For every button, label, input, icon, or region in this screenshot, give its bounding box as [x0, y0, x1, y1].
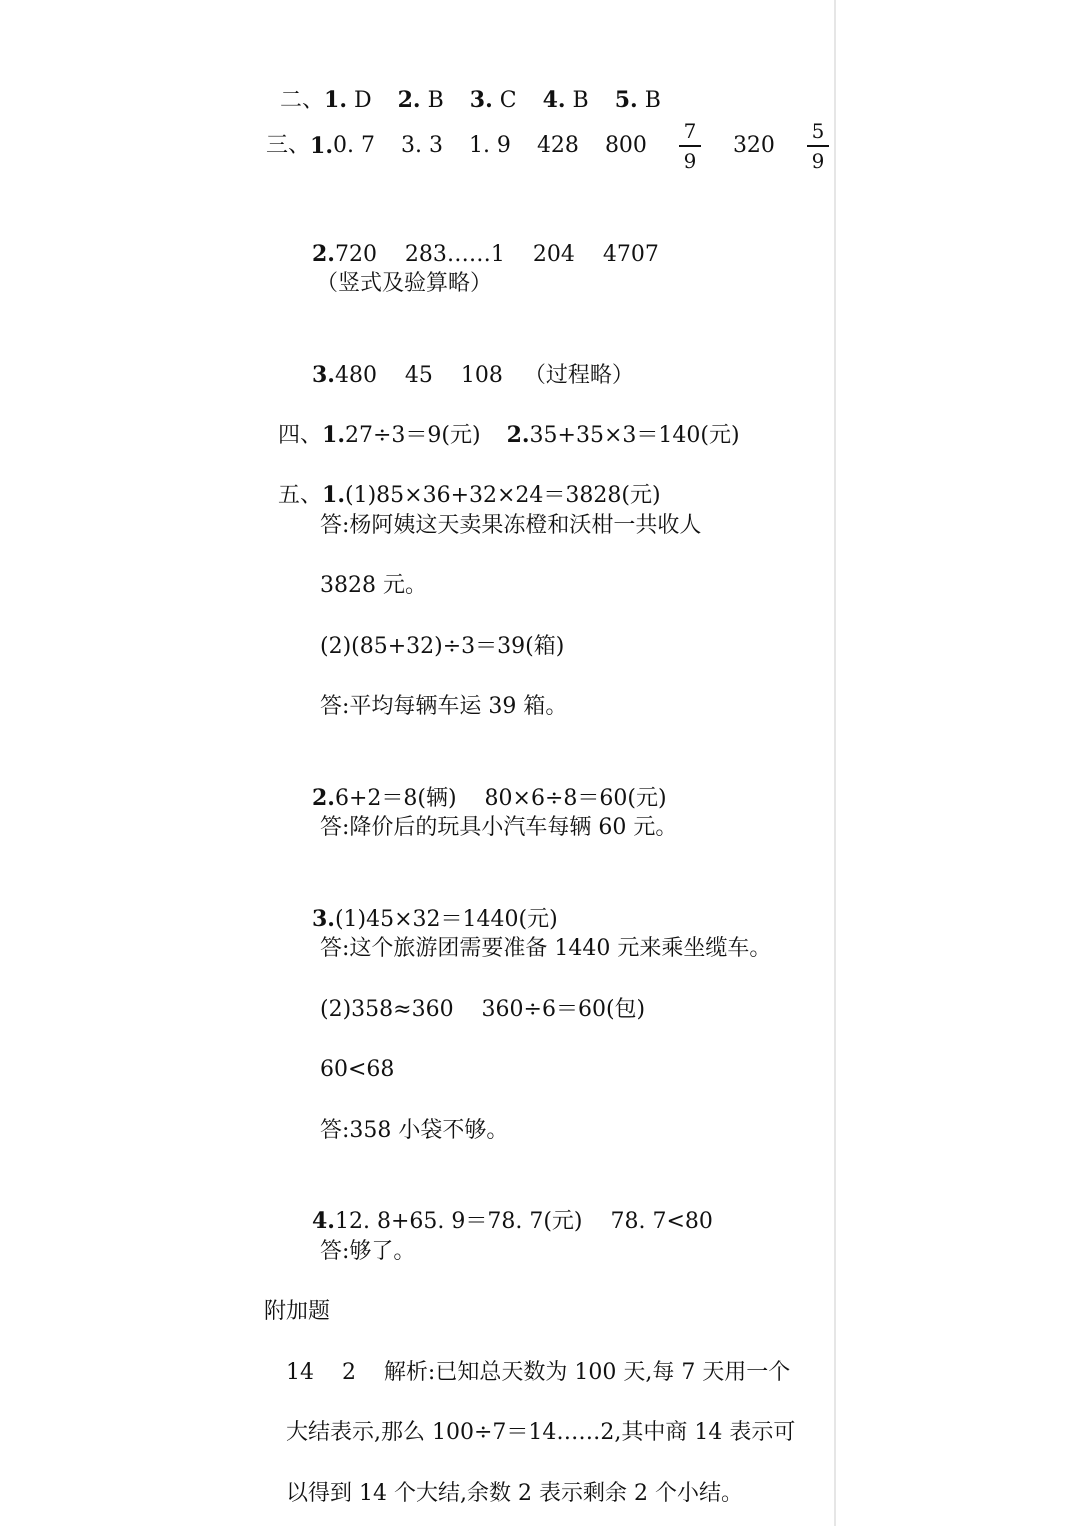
fraction-numerator: 7 — [683, 119, 697, 143]
section-3-q3 — [298, 330, 634, 391]
section-5-label: 五、 — [278, 483, 323, 508]
fraction-bar — [679, 145, 701, 147]
item-answer: B — [572, 88, 589, 113]
section-5-q3-line2: (2)358≈360 360÷6＝60(包) — [320, 997, 646, 1022]
answer-text: (1)45×32＝1440(元) — [334, 907, 558, 932]
fraction-denominator: 9 — [811, 149, 825, 173]
section-5-q1-answer1a: 答:杨阿姨这天卖果冻橙和沃柑一共收人 — [320, 513, 702, 538]
item-number: 2. — [312, 785, 335, 811]
answer-value: 320 — [732, 133, 775, 158]
item-number: 3. — [312, 906, 335, 932]
item-number: 1. — [310, 133, 333, 159]
section-5-q3-line1 — [298, 874, 558, 935]
section-5-q3-answer1: 答:这个旅游团需要准备 1440 元来乘坐缆车。 — [320, 936, 772, 961]
section-3-q2-note: （竖式及验算略） — [316, 271, 493, 296]
item-number: 2. — [506, 422, 530, 448]
answer-value: 3. 3 — [400, 133, 443, 158]
section-4-label: 四、 — [278, 423, 323, 448]
item-number: 1. — [322, 482, 345, 508]
section-4-answers — [264, 390, 740, 451]
fraction-numerator: 5 — [811, 119, 825, 143]
section-5-q2-answer: 答:降价后的玩具小汽车每辆 60 元。 — [320, 815, 678, 840]
item-answer: C — [499, 88, 517, 113]
item-number: 1. — [322, 422, 345, 448]
fraction-seven-ninths — [679, 119, 701, 173]
section-5-q3-line3: 60<68 — [320, 1057, 395, 1082]
section-5-q1-answer1b: 3828 元。 — [320, 573, 427, 598]
answer-text: 12. 8+65. 9＝78. 7(元) 78. 7<80 — [334, 1209, 713, 1234]
answer-text: 27÷3＝9(元) — [344, 423, 481, 448]
answer-value: 0. 7 — [332, 133, 375, 158]
extra-line-2: 大结表示,那么 100÷7＝14……2,其中商 14 表示可 — [286, 1420, 796, 1445]
fraction-five-ninths — [807, 119, 829, 173]
section-5-q4-line — [298, 1176, 713, 1237]
answer-text: 720 283……1 204 4707 — [334, 242, 659, 267]
answer-value: 1. 9 — [468, 133, 511, 158]
section-2-answers — [266, 55, 661, 116]
section-5-q1-answer2: 答:平均每辆车运 39 箱。 — [320, 694, 568, 719]
extra-title: 附加题 — [264, 1299, 331, 1324]
item-number: 5. — [614, 87, 638, 113]
section-3-q1 — [266, 118, 835, 174]
item-number: 1. — [324, 87, 347, 113]
item-number: 2. — [312, 241, 335, 267]
answer-text: 35+35×3＝140(元) — [529, 423, 740, 448]
item-number: 4. — [542, 87, 566, 113]
item-number: 2. — [397, 87, 421, 113]
section-5-q1-line2: (2)(85+32)÷3＝39(箱) — [320, 634, 565, 659]
answer-value: 428 — [536, 133, 579, 158]
fraction-denominator: 9 — [683, 149, 697, 173]
extra-line-1: 14 2 解析:已知总天数为 100 天,每 7 天用一个 — [286, 1360, 791, 1385]
section-2-label: 二、 — [280, 88, 325, 113]
fraction-bar — [807, 145, 829, 147]
item-number: 4. — [312, 1208, 335, 1234]
section-3-label: 三、 — [266, 133, 311, 158]
section-3-q2 — [298, 209, 659, 270]
answer-text: 480 45 108 （过程略） — [334, 363, 634, 388]
section-5-q1-line1 — [264, 450, 661, 511]
item-number: 3. — [312, 362, 335, 388]
item-answer: B — [644, 88, 661, 113]
item-answer: B — [427, 88, 444, 113]
section-5-q4-answer: 答:够了。 — [320, 1239, 416, 1264]
answer-text: 6+2＝8(辆) 80×6÷8＝60(元) — [334, 786, 667, 811]
extra-line-3: 以得到 14 个大结,余数 2 表示剩余 2 个小结。 — [286, 1481, 743, 1506]
section-5-q2-line — [298, 753, 667, 814]
page-edge-divider — [834, 0, 836, 1526]
section-5-q3-answer2: 答:358 小袋不够。 — [320, 1118, 509, 1143]
item-number: 3. — [469, 87, 493, 113]
answer-value: 800 — [604, 133, 647, 158]
answer-text: (1)85×36+32×24＝3828(元) — [344, 483, 661, 508]
item-answer: D — [353, 88, 372, 113]
